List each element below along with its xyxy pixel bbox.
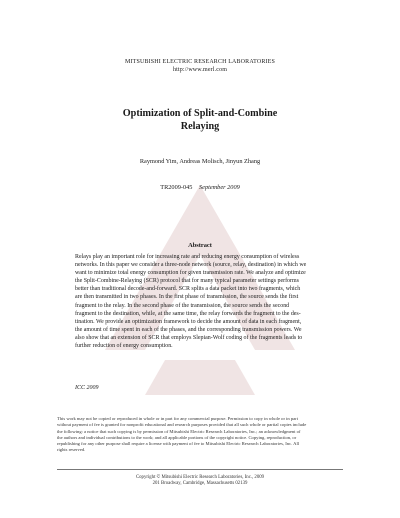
abstract-body [75,253,326,350]
notice-line: republishing for any other purpose shall require a license with payment of fee to Mitsubishi Electric Research Laboratories, Inc. All [57,441,299,447]
abstract-line: the Split-Combine-Relaying (SCR) protocol that for many typical parameter settings performs [75,278,299,285]
abstract-line: fragment to the destination, while, at the same time, the relay forwards the fragment to the des- [75,310,301,317]
divider [57,469,343,470]
abstract-line: the amount of time spent in each of the phases, and the corresponding transmission powers. We [75,326,302,333]
abstract-line: better than traditional decode-and-forward. SCR splits a data packet into two fragments, which [75,286,301,293]
abstract-line: Relays play an important role for increasing rate and reducing energy consumption of wireless [75,254,300,260]
notice-line: This work may not be copied or reproduced in whole or in part for any commercial purpose. Permission to copy in whole or in part [57,416,298,421]
copyright-line: Copyright © Mitsubishi Electric Research Laboratories, Inc., 2009 [135,475,265,480]
author-list: Raymond Yim, Andreas Molisch, Jinyun Zhang [139,158,261,165]
copying-notice [57,416,343,454]
address-line: 201 Broadway, Cambridge, Massachusetts 02139 [152,481,248,487]
lab-name: MITSUBISHI ELECTRIC RESEARCH LABORATORIES [125,59,275,65]
abstract-line: are then transmitted in two phases. In the first phase of transmission, the source sends the first [75,294,299,301]
copyright-block [0,475,400,488]
abstract-line: fragment to the relay. In the second phase of the transmission, the source sends the second [75,302,290,309]
venue-label: ICC 2009 [75,385,99,391]
notice-line: the authors and individual contributions to the work; and all applicable portions of the copyright notice. Copying, reproduction, or [57,434,297,440]
abstract-line: further reduction of energy consumption. [75,343,173,350]
report-date: September 2009 [199,184,240,191]
abstract-line: networks. In this paper we consider a three-node network (source, relay, destination) in which we [75,262,307,269]
paper-title-line-1: Optimization of Split-and-Combine [122,108,278,119]
notice-line: rights reserved. [57,447,86,453]
abstract-line: tination. We provide an optimization framework to decide the amount of data in each fragment, [75,318,302,325]
abstract-heading: Abstract [188,242,212,249]
notice-line: without payment of fee is granted for nonprofit educational and research purposes provided that all such whole or partial copies include [57,422,307,428]
lab-url[interactable]: http://www.merl.com [172,67,228,73]
abstract-line: want to minimize total energy consumption for given transmission rate. We analyze and optimize [75,270,306,277]
abstract-line: also show that an extension of SCR that employs Slepian-Wolf coding of the fragments leads to [75,334,303,341]
notice-line: the following: a notice that such copying is by permission of Mitsubishi Electric Research Laboratories, Inc.; an acknowledgment of [57,428,301,434]
paper-title-line-2: Relaying [180,121,220,132]
report-info [0,184,400,191]
report-number: TR2009-045 [160,184,193,191]
